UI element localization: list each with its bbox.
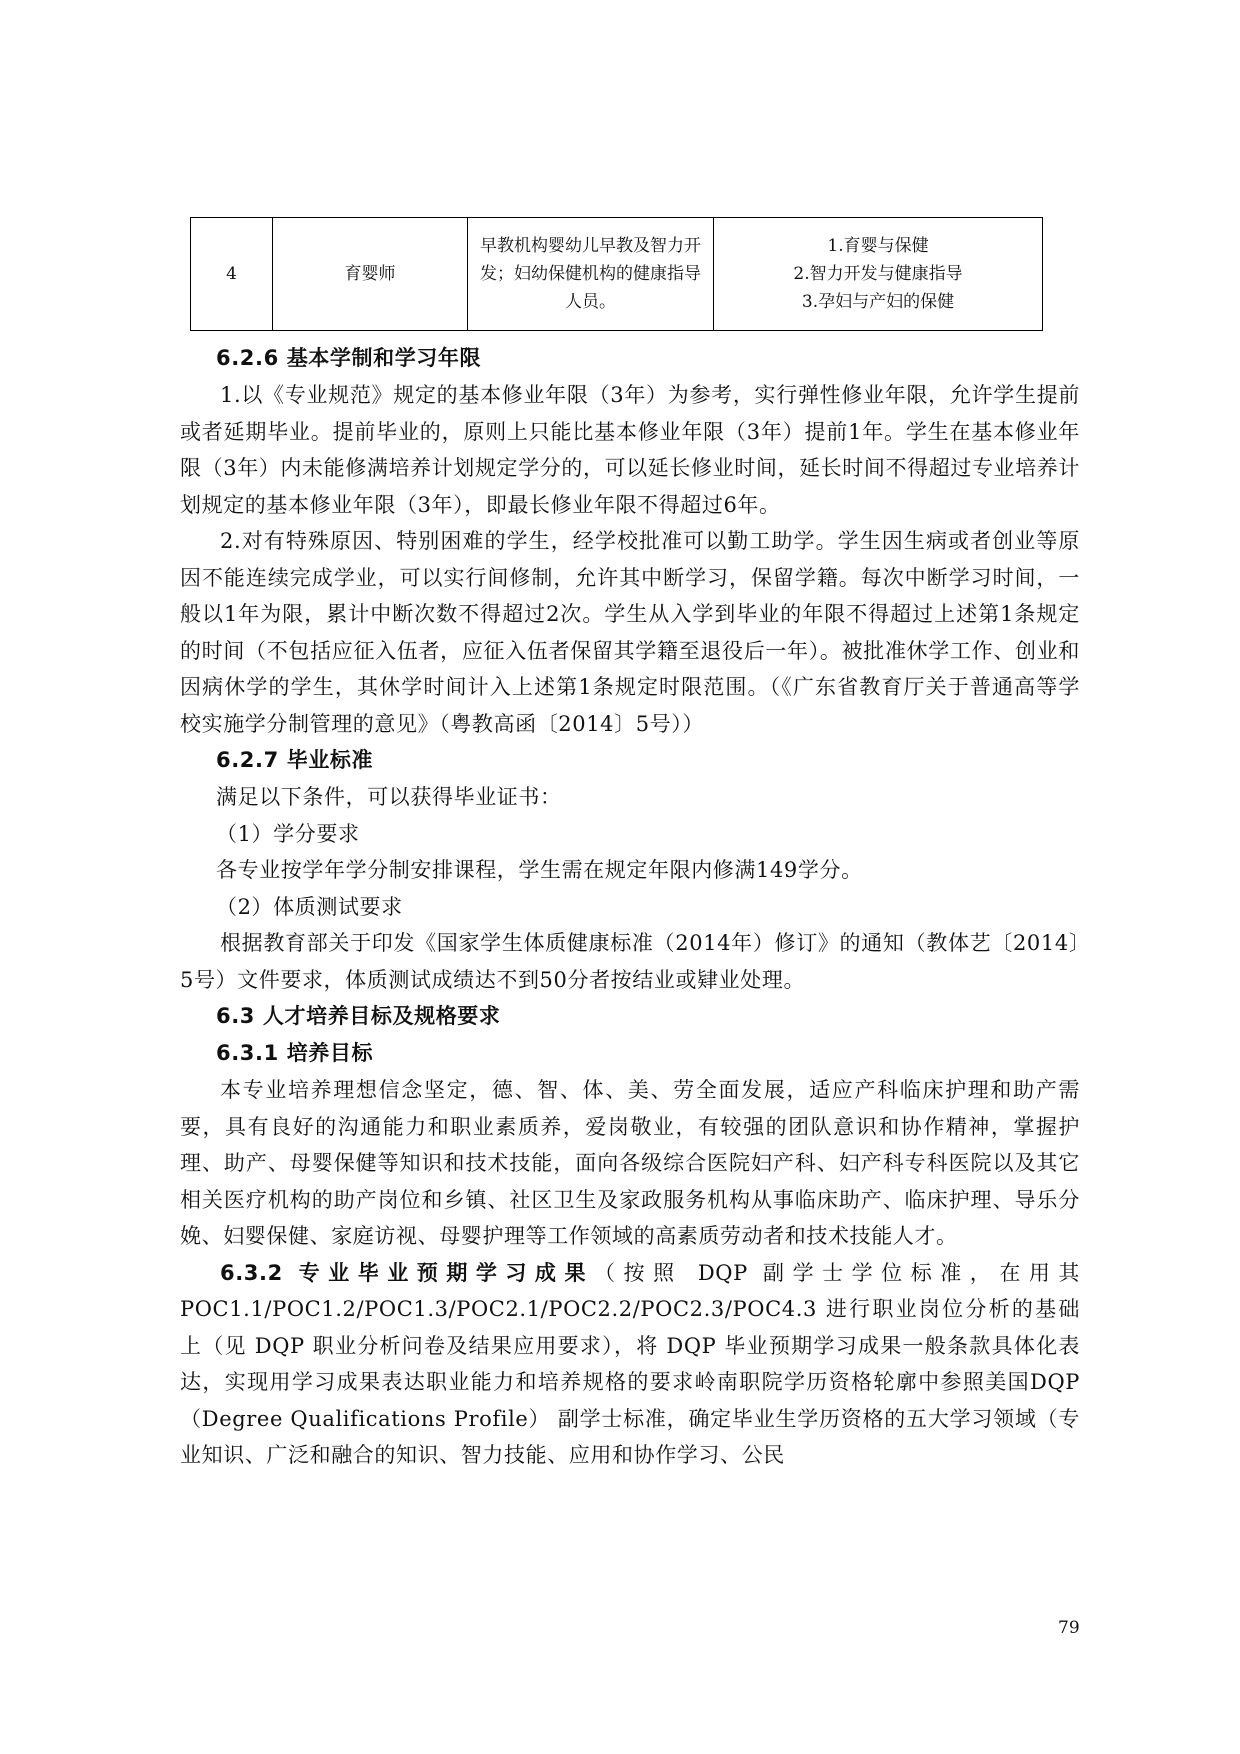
paragraph-training-goal: 本专业培养理想信念坚定，德、智、体、美、劳全面发展，适应产科临床护理和助产需要，具有良好的沟通能力和职业素质养，爱岗敬业，有较强的团队意识和协作精神，掌握护理、助产、母婴保健等知识和技术技能，面向各级综合医院妇产科、妇产科专科医院以及其它相关医疗机构的助产岗位和乡镇、社区卫生及家政服务机构从事临床助产、临床护理、导乐分娩、妇婴保健、家庭访视、母婴护理等工作领域的高素质劳动者和技术技能人才。 (180, 1078, 1080, 1248)
learning-outcomes-text: （按照 DQP 副学士学位标准，在用其POC1.1/POC1.2/POC1.3/POC2.1/POC2.2/POC2.3/POC4.3 进行职业岗位分析的基础上（见 DQP 职业分析问卷及结果应用要求），将 DQP 毕业预期学习成果一般条款具体化表达，实现用学习成果表达职业能力和培养规格的要求岭南职院学历资格轮廓中参照美国DQP（Degree Qualifications Profile） 副学士标准，确定毕业生学历资格的五大学习领域（专业知识、广泛和融合的知识、智力技能、应用和协作学习、公民 (180, 1260, 1081, 1467)
section-heading-6-3-2: 6.3.2 专业毕业预期学习成果 (220, 1260, 595, 1285)
graduation-intro: 满足以下条件，可以获得毕业证书： (216, 785, 562, 809)
condition-fitness-title: （2）体质测试要求 (216, 894, 403, 919)
condition-credits-text: 各专业按学年学分制安排课程，学生需在规定年限内修满149学分。 (216, 858, 863, 882)
section-heading-6-2-7: 6.2.7 毕业标准 (216, 748, 374, 772)
section-heading-6-3: 6.3 人才培养目标及规格要求 (216, 1004, 501, 1028)
career-table (190, 217, 1043, 331)
ability-line: 1.育婴与保健 (827, 236, 929, 256)
condition-credits-title: （1）学分要求 (216, 821, 360, 846)
document-body (180, 340, 1080, 1474)
paragraph-learning-outcomes (180, 1255, 1080, 1474)
paragraph-study-years-2: 2.对有特殊原因、特别困难的学生，经学校批准可以勤工助学。学生因生病或者创业等原因不能连续完成学业，可以实行间修制，允许其中断学习，保留学籍。每次中断学习时间，一般以1年为限，累计中断次数不得超过2次。学生从入学到毕业的年限不得超过上述第1条规定的时间（不包括应征入伍者，应征入伍者保留其学籍至退役后一年）。被批准休学工作、创业和因病休学的学生，其休学时间计入上述第1条规定时限范围。（《广东省教育厅关于普通高等学校实施学分制管理的意见》（粤教高函〔2014〕5号）） (180, 529, 1080, 736)
ability-line: 2.智力开发与健康指导 (793, 264, 963, 284)
paragraph-study-years-1: 1.以《专业规范》规定的基本修业年限（3年）为参考，实行弹性修业年限，允许学生提前或者延期毕业。提前毕业的，原则上只能比基本修业年限（3年）提前1年。学生在基本修业年限（3年）内未能修满培养计划规定学分的，可以延长修业时间，延长时间不得超过专业培养计划规定的基本修业年限（3年），即最长修业年限不得超过6年。 (180, 383, 1080, 517)
page-number: 79 (1058, 1618, 1080, 1638)
table-cell-abilities (714, 218, 1043, 331)
table-cell-job: 育婴师 (273, 218, 468, 331)
table-cell-scope (468, 218, 714, 331)
scope-line: 早教机构婴幼儿早教及智力开 (480, 236, 701, 256)
ability-line: 3.孕妇与产妇的保健 (801, 292, 955, 312)
section-heading-6-2-6: 6.2.6 基本学制和学习年限 (216, 346, 482, 370)
section-heading-6-3-1: 6.3.1 培养目标 (216, 1041, 374, 1065)
scope-line: 发；妇幼保健机构的健康指导 (480, 264, 701, 284)
table-cell-index: 4 (191, 218, 273, 331)
scope-line: 人员。 (565, 292, 616, 312)
table-row (191, 218, 1043, 331)
condition-fitness-text: 根据教育部关于印发《国家学生体质健康标准（2014年）修订》的通知（教体艺〔2014〕5号）文件要求，体质测试成绩达不到50分者按结业或肄业处理。 (180, 931, 1080, 992)
